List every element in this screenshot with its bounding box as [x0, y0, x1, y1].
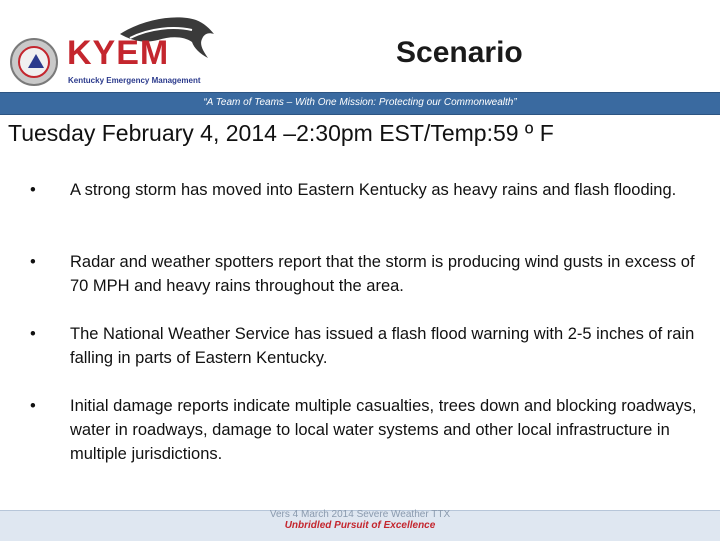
bullet-glyph: • — [30, 253, 36, 271]
bullet-glyph: • — [30, 397, 36, 415]
footer-version: Vers 4 March 2014 Severe Weather TTX — [269, 509, 451, 520]
bullet-text: Initial damage reports indicate multiple casualties, trees down and blocking roadways, water in roadways, damage to local water systems and other local infrastructure in multiple jurisdictions. — [70, 397, 697, 463]
bullet-text: A strong storm has moved into Eastern Kentucky as heavy rains and flash flooding. — [70, 181, 677, 199]
bullet-text: Radar and weather spotters report that the storm is producing wind gusts in excess of 70 MPH and heavy rains throughout the area. — [70, 253, 695, 295]
kyem-seal-icon — [10, 38, 58, 86]
kyem-logo-subtitle: Kentucky Emergency Management — [68, 76, 201, 85]
bullet-text: The National Weather Service has issued a flash flood warning with 2-5 inches of rain falling in parts of Eastern Kentucky. — [70, 325, 695, 367]
bullet-item — [30, 322, 710, 370]
bullet-glyph: • — [30, 325, 36, 343]
bullet-glyph: • — [30, 181, 36, 199]
page-title: Scenario — [396, 36, 523, 69]
bullet-item — [30, 394, 710, 466]
bullet-item — [30, 250, 710, 298]
banner-text: “A Team of Teams – With One Mission: Protecting our Commonwealth” — [203, 97, 517, 108]
slide-header — [0, 0, 720, 92]
footer-motto: Unbridled Pursuit of Excellence — [284, 520, 436, 531]
kyem-logo-text: KYEM — [67, 34, 170, 72]
bullet-item — [30, 178, 676, 202]
motto-banner — [0, 92, 720, 115]
slide-subtitle: Tuesday February 4, 2014 –2:30pm EST/Temp:59 º F — [8, 120, 554, 146]
